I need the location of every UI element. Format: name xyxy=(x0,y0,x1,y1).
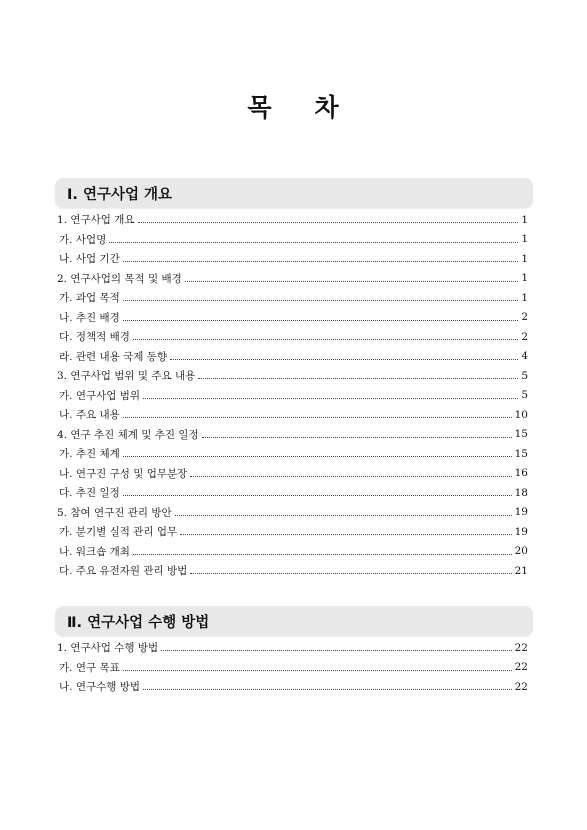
toc-leader-dots xyxy=(138,222,518,223)
toc-entry-label: 다. 추진 일정 xyxy=(59,487,120,500)
toc-entry[interactable] xyxy=(57,249,528,269)
toc-entry-page: 19 xyxy=(514,506,528,519)
section-heading: Ⅱ. 연구사업 수행 방법 xyxy=(67,614,210,631)
section-header-2 xyxy=(55,606,533,636)
toc-entry[interactable] xyxy=(57,327,528,347)
toc-entry-page: 15 xyxy=(514,447,528,460)
toc-entry-label: 나. 주요 내용 xyxy=(59,409,120,422)
toc-entry-label: 1. 연구사업 개요 xyxy=(57,214,135,227)
toc-leader-dots xyxy=(143,689,512,690)
toc-entry[interactable] xyxy=(57,386,528,406)
toc-leader-dots xyxy=(123,300,518,301)
toc-entry-label: 1. 연구사업 수행 방법 xyxy=(57,642,159,655)
toc-list-section-2 xyxy=(57,638,528,697)
toc-entry-page: 1 xyxy=(521,252,528,265)
toc-leader-dots xyxy=(123,320,518,321)
toc-entry[interactable] xyxy=(57,425,528,445)
toc-entry-page: 22 xyxy=(514,661,528,674)
toc-leader-dots xyxy=(185,281,518,282)
toc-entry-page: 2 xyxy=(521,330,528,343)
toc-entry-page: 2 xyxy=(521,311,528,324)
toc-leader-dots xyxy=(175,515,512,516)
toc-entry[interactable] xyxy=(57,230,528,250)
toc-entry-label: 나. 연구진 구성 및 업무분장 xyxy=(59,467,188,480)
toc-entry-page: 22 xyxy=(514,680,528,693)
toc-leader-dots xyxy=(170,359,518,360)
toc-leader-dots xyxy=(180,534,512,535)
toc-entry-label: 나. 사업 기간 xyxy=(59,253,120,266)
toc-entry-page: 18 xyxy=(514,486,528,499)
toc-entry-label: 다. 정책적 배경 xyxy=(59,331,130,344)
toc-entry-page: 1 xyxy=(521,213,528,226)
page-title-part2: 차 xyxy=(314,93,340,122)
toc-entry-label: 가. 추진 체계 xyxy=(59,448,120,461)
toc-entry-label: 4. 연구 추진 체계 및 추진 일정 xyxy=(57,428,199,441)
toc-entry[interactable] xyxy=(57,483,528,503)
toc-entry[interactable] xyxy=(57,638,528,658)
toc-entry-label: 가. 연구 목표 xyxy=(59,661,120,674)
toc-entry-label: 가. 사업명 xyxy=(59,233,107,246)
toc-entry[interactable] xyxy=(57,288,528,308)
toc-entry[interactable] xyxy=(57,347,528,367)
toc-leader-dots xyxy=(198,378,518,379)
toc-entry-page: 15 xyxy=(514,428,528,441)
toc-entry[interactable] xyxy=(57,658,528,678)
toc-entry-label: 나. 추진 배경 xyxy=(59,311,120,324)
toc-entry-label: 나. 워크숍 개최 xyxy=(59,545,130,558)
toc-leader-dots xyxy=(190,573,511,574)
toc-entry[interactable] xyxy=(57,308,528,328)
toc-entry[interactable] xyxy=(57,561,528,581)
toc-entry[interactable] xyxy=(57,522,528,542)
toc-entry-page: 1 xyxy=(521,272,528,285)
toc-entry-label: 가. 분기별 실적 관리 업무 xyxy=(59,526,178,539)
toc-leader-dots xyxy=(190,476,511,477)
toc-leader-dots xyxy=(133,554,512,555)
toc-entry-page: 10 xyxy=(514,408,528,421)
toc-entry[interactable] xyxy=(57,210,528,230)
toc-entry-page: 20 xyxy=(514,545,528,558)
toc-entry-page: 5 xyxy=(521,369,528,382)
toc-entry-label: 라. 관련 내용 국제 동향 xyxy=(59,350,167,363)
toc-leader-dots xyxy=(109,242,518,243)
toc-leader-dots xyxy=(123,456,512,457)
toc-entry-page: 5 xyxy=(521,389,528,402)
toc-list-section-1 xyxy=(57,210,528,581)
toc-entry[interactable] xyxy=(57,405,528,425)
toc-entry-page: 4 xyxy=(521,350,528,363)
toc-leader-dots xyxy=(133,339,518,340)
toc-entry-label: 다. 주요 유전자원 관리 방법 xyxy=(59,565,188,578)
toc-leader-dots xyxy=(161,650,511,651)
toc-entry[interactable] xyxy=(57,677,528,697)
toc-leader-dots xyxy=(123,495,512,496)
toc-leader-dots xyxy=(123,670,512,671)
toc-entry[interactable] xyxy=(57,464,528,484)
toc-entry-label: 3. 연구사업 범위 및 주요 내용 xyxy=(57,370,196,383)
toc-entry-page: 1 xyxy=(521,233,528,246)
toc-leader-dots xyxy=(143,398,518,399)
page-title xyxy=(0,88,587,124)
toc-entry-label: 가. 과업 목적 xyxy=(59,292,120,305)
toc-entry[interactable] xyxy=(57,444,528,464)
toc-entry-label: 5. 참여 연구진 관리 방안 xyxy=(57,506,172,519)
toc-leader-dots xyxy=(123,261,518,262)
section-heading: Ⅰ. 연구사업 개요 xyxy=(67,186,173,203)
toc-entry-page: 19 xyxy=(514,525,528,538)
section-header-1 xyxy=(55,178,533,208)
toc-entry-label: 가. 연구사업 범위 xyxy=(59,389,141,402)
toc-entry[interactable] xyxy=(57,542,528,562)
toc-entry[interactable] xyxy=(57,503,528,523)
toc-leader-dots xyxy=(202,437,512,438)
toc-entry[interactable] xyxy=(57,269,528,289)
toc-entry-label: 2. 연구사업의 목적 및 배경 xyxy=(57,272,182,285)
toc-entry-page: 16 xyxy=(514,467,528,480)
toc-entry-page: 1 xyxy=(521,291,528,304)
toc-entry-page: 22 xyxy=(514,641,528,654)
page-title-part1: 목 xyxy=(247,93,273,122)
toc-entry[interactable] xyxy=(57,366,528,386)
toc-leader-dots xyxy=(123,417,512,418)
toc-entry-page: 21 xyxy=(514,564,528,577)
toc-entry-label: 나. 연구수행 방법 xyxy=(59,681,141,694)
